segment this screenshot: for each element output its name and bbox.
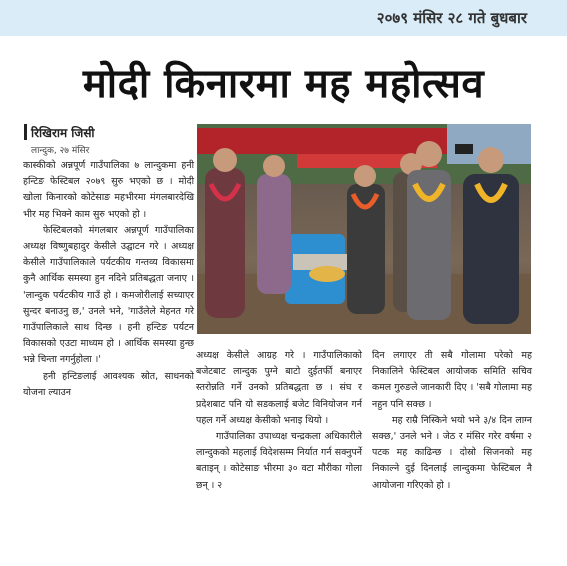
paragraph: अध्यक्ष केसीले आग्रह गरे । गाउँपालिकाको बजेटबाट लान्दुक पुग्ने बाटो दुईतर्फी बनाएर स्तरोन्नति गर्ने उनको प्रतिबद्धता छ । संघ र प्रदेशबाट पनि यो सडकलाई बजेट विनियोजन गर्न पहल गर्ने अध्यक्ष केसीको भनाइ थियो । xyxy=(196,350,362,426)
byline-rule xyxy=(24,124,27,140)
article-photo xyxy=(197,124,531,334)
article-column-3 xyxy=(372,348,532,494)
header-bar xyxy=(0,0,567,36)
issue-date: २०७९ मंसिर २८ गते बुधबार xyxy=(376,9,527,27)
festival-photo-illustration xyxy=(197,124,531,334)
headline: मोदी किनारमा मह महोत्सव xyxy=(82,61,485,107)
paragraph: मह राम्रै निस्किने भयो भने ३/४ दिन लाग्न सक्छ,' उनले भने । जेठ र मंसिर गरेर वर्षमा २ पटक मह काढिन्छ । दोस्रो सिजनको मह निकाल्ने दुई दिनलाई लान्दुकमा फेस्टिबल नै आयोजना गरिएको हो । xyxy=(372,414,532,491)
paragraph: हनी हन्टिङलाई आवश्यक स्रोत, साधनको योजना ल्याउन xyxy=(23,370,194,398)
author-name: रिखिराम जिसी xyxy=(31,126,95,140)
paragraph: दिन लगाएर ती सबै गोलामा परेको मह निकालिने फेस्टिबल आयोजक समिति सचिव कमल गुरुङले जानकारी दिए । 'सबै गोलामा मह नहुन पनि सक्छ । xyxy=(372,350,532,410)
photo-honey-bowl xyxy=(309,266,345,282)
photo-red-canopy xyxy=(197,128,447,154)
article-column-2 xyxy=(196,348,362,494)
article-column-1 xyxy=(23,158,194,401)
paragraph: फेस्टिबलको मंगलबार अन्नपूर्ण गाउँपालिका अध्यक्ष विष्णुबहादुर केसीले उद्घाटन गरे । अध्यक्ष केसीले गाउँपालिकाले पर्यटकीय गन्तव्य विकासमा कुनै आर्थिक समस्या हुन नदिने प्रतिबद्धता जनाए । 'लान्दुक पर्यटकीय गाउँ हो । कमजोरीलाई सच्याएर सुन्दर बनाउनु छ,' उनले भने, 'गाउँलेले मेहनत गरे गाउँपालिकाले साथ दिन्छ । हनी हन्टिङ पर्यटन विकासको एउटा माध्यम हो । आर्थिक समस्या हुन्छ भन्ने चिन्ता नगर्नुहोला ।' xyxy=(23,224,194,366)
paragraph: कास्कीको अन्नपूर्ण गाउँपालिका ७ लान्दुकमा हनी हन्टिङ फेस्टिबल २०७९ सुरु भएको छ । मोदी खोला किनारको कोटेसाङ महभीरमा मंगलबारदेखि भीर मह भिक्ने काम सुरु भएको हो । xyxy=(23,160,194,220)
paragraph: गाउँपालिका उपाध्यक्ष चन्द्रकला अधिकारीले लान्दुकको महलाई विदेशसम्म निर्यात गर्न सक्नुपर्ने बताइन् । कोटेसाङ भीरमा ३० वटा मौरीका गोला छन् । २ xyxy=(196,431,362,491)
dateline: लान्दुक, २७ मंसिर xyxy=(31,146,90,156)
